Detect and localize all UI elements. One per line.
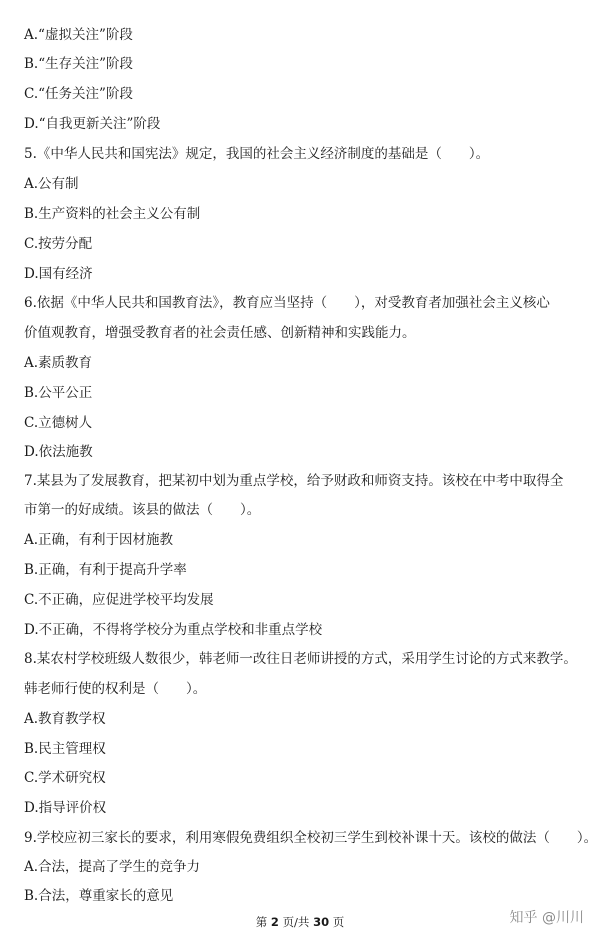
option-line: A.公有制 <box>24 176 79 192</box>
question-line: 5.《中华人民共和国宪法》规定，我国的社会主义经济制度的基础是（ ）。 <box>24 146 490 162</box>
option-line: C.不正确，应促进学校平均发展 <box>24 592 214 608</box>
footer-middle: 页/共 <box>282 915 310 929</box>
question-line: 市第一的好成绩。该县的做法（ ）。 <box>24 502 261 518</box>
footer-suffix: 页 <box>332 915 345 929</box>
option-line: C.按劳分配 <box>24 236 93 252</box>
option-line: B.合法，尊重家长的意见 <box>24 888 174 904</box>
question-line: 7.某县为了发展教育，把某初中划为重点学校，给予财政和师资支持。该校在中考中取得全 <box>24 473 564 489</box>
option-line: D.不正确，不得将学校分为重点学校和非重点学校 <box>24 622 323 638</box>
option-line: C.学术研究权 <box>24 770 106 786</box>
footer-prefix: 第 <box>255 915 268 929</box>
option-line: B.正确，有利于提高升学率 <box>24 562 187 578</box>
option-line: B.“生存关注”阶段 <box>24 56 134 72</box>
total-pages: 30 <box>313 915 330 929</box>
current-page: 2 <box>270 915 279 929</box>
option-line: A.素质教育 <box>24 355 93 371</box>
option-line: A.合法，提高了学生的竞争力 <box>24 859 201 875</box>
option-line: A.教育教学权 <box>24 711 106 727</box>
option-line: B.公平公正 <box>24 385 93 401</box>
option-line: C.“任务关注”阶段 <box>24 86 133 102</box>
option-line: D.“自我更新关注”阶段 <box>24 116 161 132</box>
option-line: A.正确，有利于因材施教 <box>24 532 174 548</box>
question-line: 价值观教育，增强受教育者的社会责任感、创新精神和实践能力。 <box>24 325 416 341</box>
option-line: A.“虚拟关注”阶段 <box>24 27 133 43</box>
question-line: 韩老师行使的权利是（ ）。 <box>24 681 207 697</box>
option-line: D.指导评价权 <box>24 800 107 816</box>
question-line: 8.某农村学校班级人数很少，韩老师一改往日老师讲授的方式，采用学生讨论的方式来教学。 <box>24 651 577 667</box>
option-line: B.生产资料的社会主义公有制 <box>24 206 201 222</box>
zhihu-watermark: 知乎 @川川 <box>509 910 584 926</box>
option-line: C.立德树人 <box>24 415 93 431</box>
option-line: D.依法施教 <box>24 444 93 460</box>
question-line: 9.学校应初三家长的要求，利用寒假免费组织全校初三学生到校补课十天。该校的做法（ ）。 <box>24 830 598 846</box>
option-line: D.国有经济 <box>24 266 93 282</box>
option-line: B.民主管理权 <box>24 741 106 757</box>
question-line: 6.依据《中华人民共和国教育法》，教育应当坚持（ ），对受教育者加强社会主义核心 <box>24 295 550 311</box>
